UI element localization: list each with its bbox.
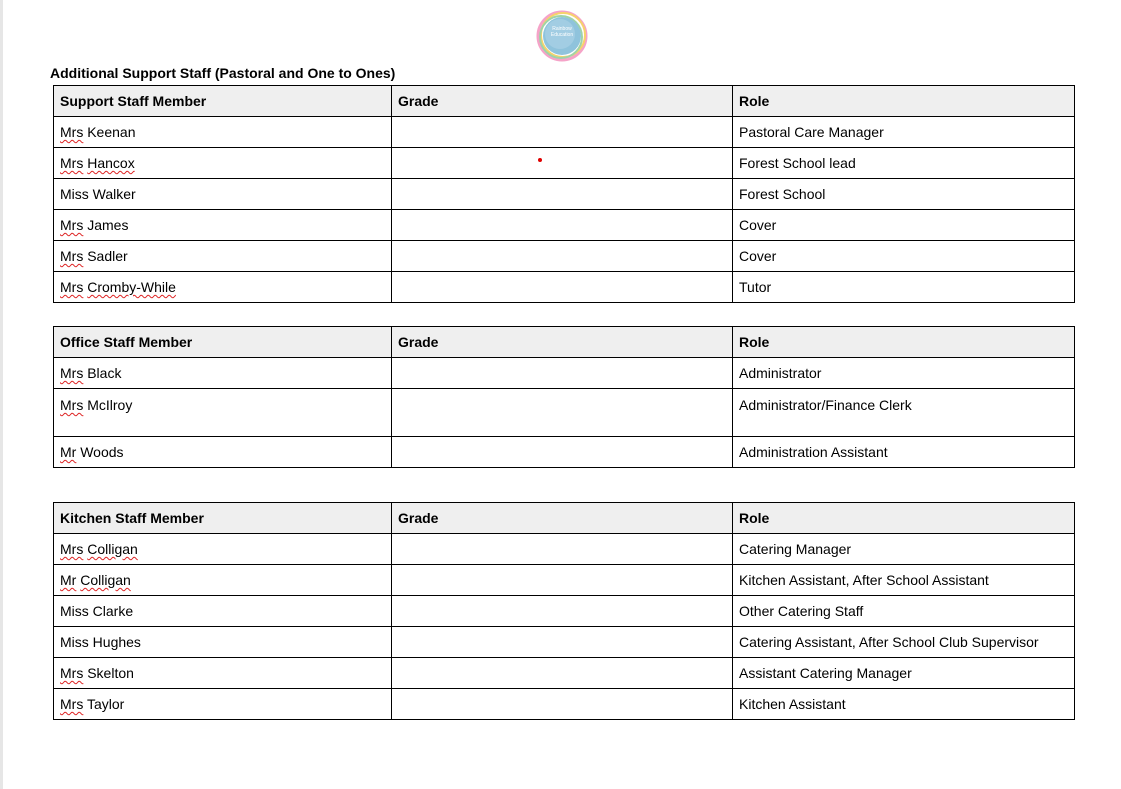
table-row: [54, 389, 1075, 437]
section-title: Additional Support Staff (Pastoral and One to Ones): [50, 65, 396, 81]
grade-cell[interactable]: [392, 534, 733, 565]
role-cell[interactable]: Catering Assistant, After School Club Supervisor: [733, 627, 1075, 658]
table-row: [54, 689, 1075, 720]
table-row: [54, 148, 1075, 179]
role-cell[interactable]: Forest School lead: [733, 148, 1075, 179]
staff-title: Mrs: [60, 155, 84, 171]
staff-name-cell[interactable]: [54, 210, 392, 241]
staff-title: Mrs: [60, 365, 84, 381]
staff-title: Mr: [60, 572, 77, 588]
role-cell[interactable]: Cover: [733, 241, 1075, 272]
role-cell[interactable]: Kitchen Assistant, After School Assistant: [733, 565, 1075, 596]
role-cell[interactable]: Administration Assistant: [733, 437, 1075, 468]
table-header-row: [54, 327, 1075, 358]
staff-name-cell[interactable]: [54, 437, 392, 468]
staff-title: Miss: [60, 634, 89, 650]
office-staff-table: [53, 326, 1075, 468]
kitchen-staff-table: [53, 502, 1075, 720]
staff-name: Sadler: [87, 248, 128, 264]
column-header-grade: Grade: [392, 327, 733, 358]
grade-cell[interactable]: [392, 658, 733, 689]
staff-name-cell[interactable]: [54, 179, 392, 210]
staff-name: Woods: [80, 444, 124, 460]
column-header-role: Role: [733, 327, 1075, 358]
grade-cell[interactable]: [392, 117, 733, 148]
staff-title: Miss: [60, 603, 89, 619]
role-cell[interactable]: Cover: [733, 210, 1075, 241]
column-header-grade: Grade: [392, 86, 733, 117]
staff-name: Keenan: [87, 124, 136, 140]
staff-name-cell[interactable]: [54, 658, 392, 689]
staff-name-cell[interactable]: [54, 272, 392, 303]
staff-name-cell[interactable]: [54, 117, 392, 148]
staff-name-cell[interactable]: [54, 627, 392, 658]
staff-title: Mrs: [60, 541, 84, 557]
role-cell[interactable]: Pastoral Care Manager: [733, 117, 1075, 148]
staff-name-cell[interactable]: [54, 534, 392, 565]
table-header-row: [54, 86, 1075, 117]
grade-cell[interactable]: [392, 241, 733, 272]
support-staff-table: [53, 85, 1075, 303]
grade-cell[interactable]: [392, 148, 733, 179]
role-cell[interactable]: Other Catering Staff: [733, 596, 1075, 627]
grade-cell[interactable]: [392, 358, 733, 389]
staff-name-cell[interactable]: [54, 241, 392, 272]
staff-name-cell[interactable]: [54, 689, 392, 720]
table-row: [54, 596, 1075, 627]
staff-name: Hughes: [92, 634, 141, 650]
role-cell[interactable]: Tutor: [733, 272, 1075, 303]
table-row: [54, 210, 1075, 241]
grade-cell[interactable]: [392, 437, 733, 468]
table-row: [54, 565, 1075, 596]
role-cell[interactable]: Forest School: [733, 179, 1075, 210]
staff-name-cell[interactable]: [54, 596, 392, 627]
staff-name-cell[interactable]: [54, 148, 392, 179]
staff-name: Black: [87, 365, 122, 381]
staff-title: Miss: [60, 186, 89, 202]
table-header-row: [54, 503, 1075, 534]
column-header-role: Role: [733, 86, 1075, 117]
role-cell[interactable]: Administrator/Finance Clerk: [733, 389, 1075, 437]
table-row: [54, 358, 1075, 389]
staff-name: McIlroy: [87, 397, 133, 413]
staff-name: James: [87, 217, 129, 233]
staff-name-cell[interactable]: [54, 358, 392, 389]
role-cell[interactable]: Assistant Catering Manager: [733, 658, 1075, 689]
table-row: [54, 658, 1075, 689]
grade-cell[interactable]: [392, 272, 733, 303]
grade-cell[interactable]: [392, 389, 733, 437]
column-header-member: Kitchen Staff Member: [54, 503, 392, 534]
page-left-edge: [0, 0, 3, 789]
role-cell[interactable]: Catering Manager: [733, 534, 1075, 565]
staff-name: Taylor: [86, 696, 125, 712]
column-header-grade: Grade: [392, 503, 733, 534]
staff-title: Mrs: [60, 124, 84, 140]
grade-cell[interactable]: [392, 179, 733, 210]
table-row: [54, 179, 1075, 210]
staff-name: Colligan: [87, 541, 138, 557]
staff-title: Mrs: [60, 696, 84, 712]
staff-title: Mrs: [60, 248, 84, 264]
staff-title: Mrs: [60, 665, 84, 681]
staff-name: Colligan: [80, 572, 131, 588]
staff-title: Mrs: [60, 217, 84, 233]
role-cell[interactable]: Administrator: [733, 358, 1075, 389]
staff-title: Mrs: [60, 397, 84, 413]
table-row: [54, 437, 1075, 468]
staff-title: Mrs: [60, 279, 84, 295]
table-row: [54, 627, 1075, 658]
staff-name: Walker: [92, 186, 136, 202]
logo-text: [536, 26, 588, 38]
column-header-member: Support Staff Member: [54, 86, 392, 117]
grade-cell[interactable]: [392, 689, 733, 720]
role-cell[interactable]: Kitchen Assistant: [733, 689, 1075, 720]
logo-subtitle: Education: [550, 32, 574, 38]
grade-cell[interactable]: [392, 627, 733, 658]
table-row: [54, 534, 1075, 565]
grade-cell[interactable]: [392, 210, 733, 241]
grade-cell[interactable]: [392, 565, 733, 596]
staff-name-cell[interactable]: [54, 565, 392, 596]
column-header-role: Role: [733, 503, 1075, 534]
staff-title: Mr: [60, 444, 77, 460]
school-logo: [536, 10, 588, 62]
table-row: [54, 272, 1075, 303]
staff-name: Skelton: [87, 665, 134, 681]
staff-name: Cromby-While: [87, 279, 176, 295]
staff-name: Hancox: [87, 155, 135, 171]
grade-cell[interactable]: [392, 596, 733, 627]
logo-name: Rainbow: [552, 26, 572, 32]
table-row: [54, 117, 1075, 148]
table-row: [54, 241, 1075, 272]
staff-name-cell[interactable]: [54, 389, 392, 437]
column-header-member: Office Staff Member: [54, 327, 392, 358]
staff-name: Clarke: [92, 603, 134, 619]
